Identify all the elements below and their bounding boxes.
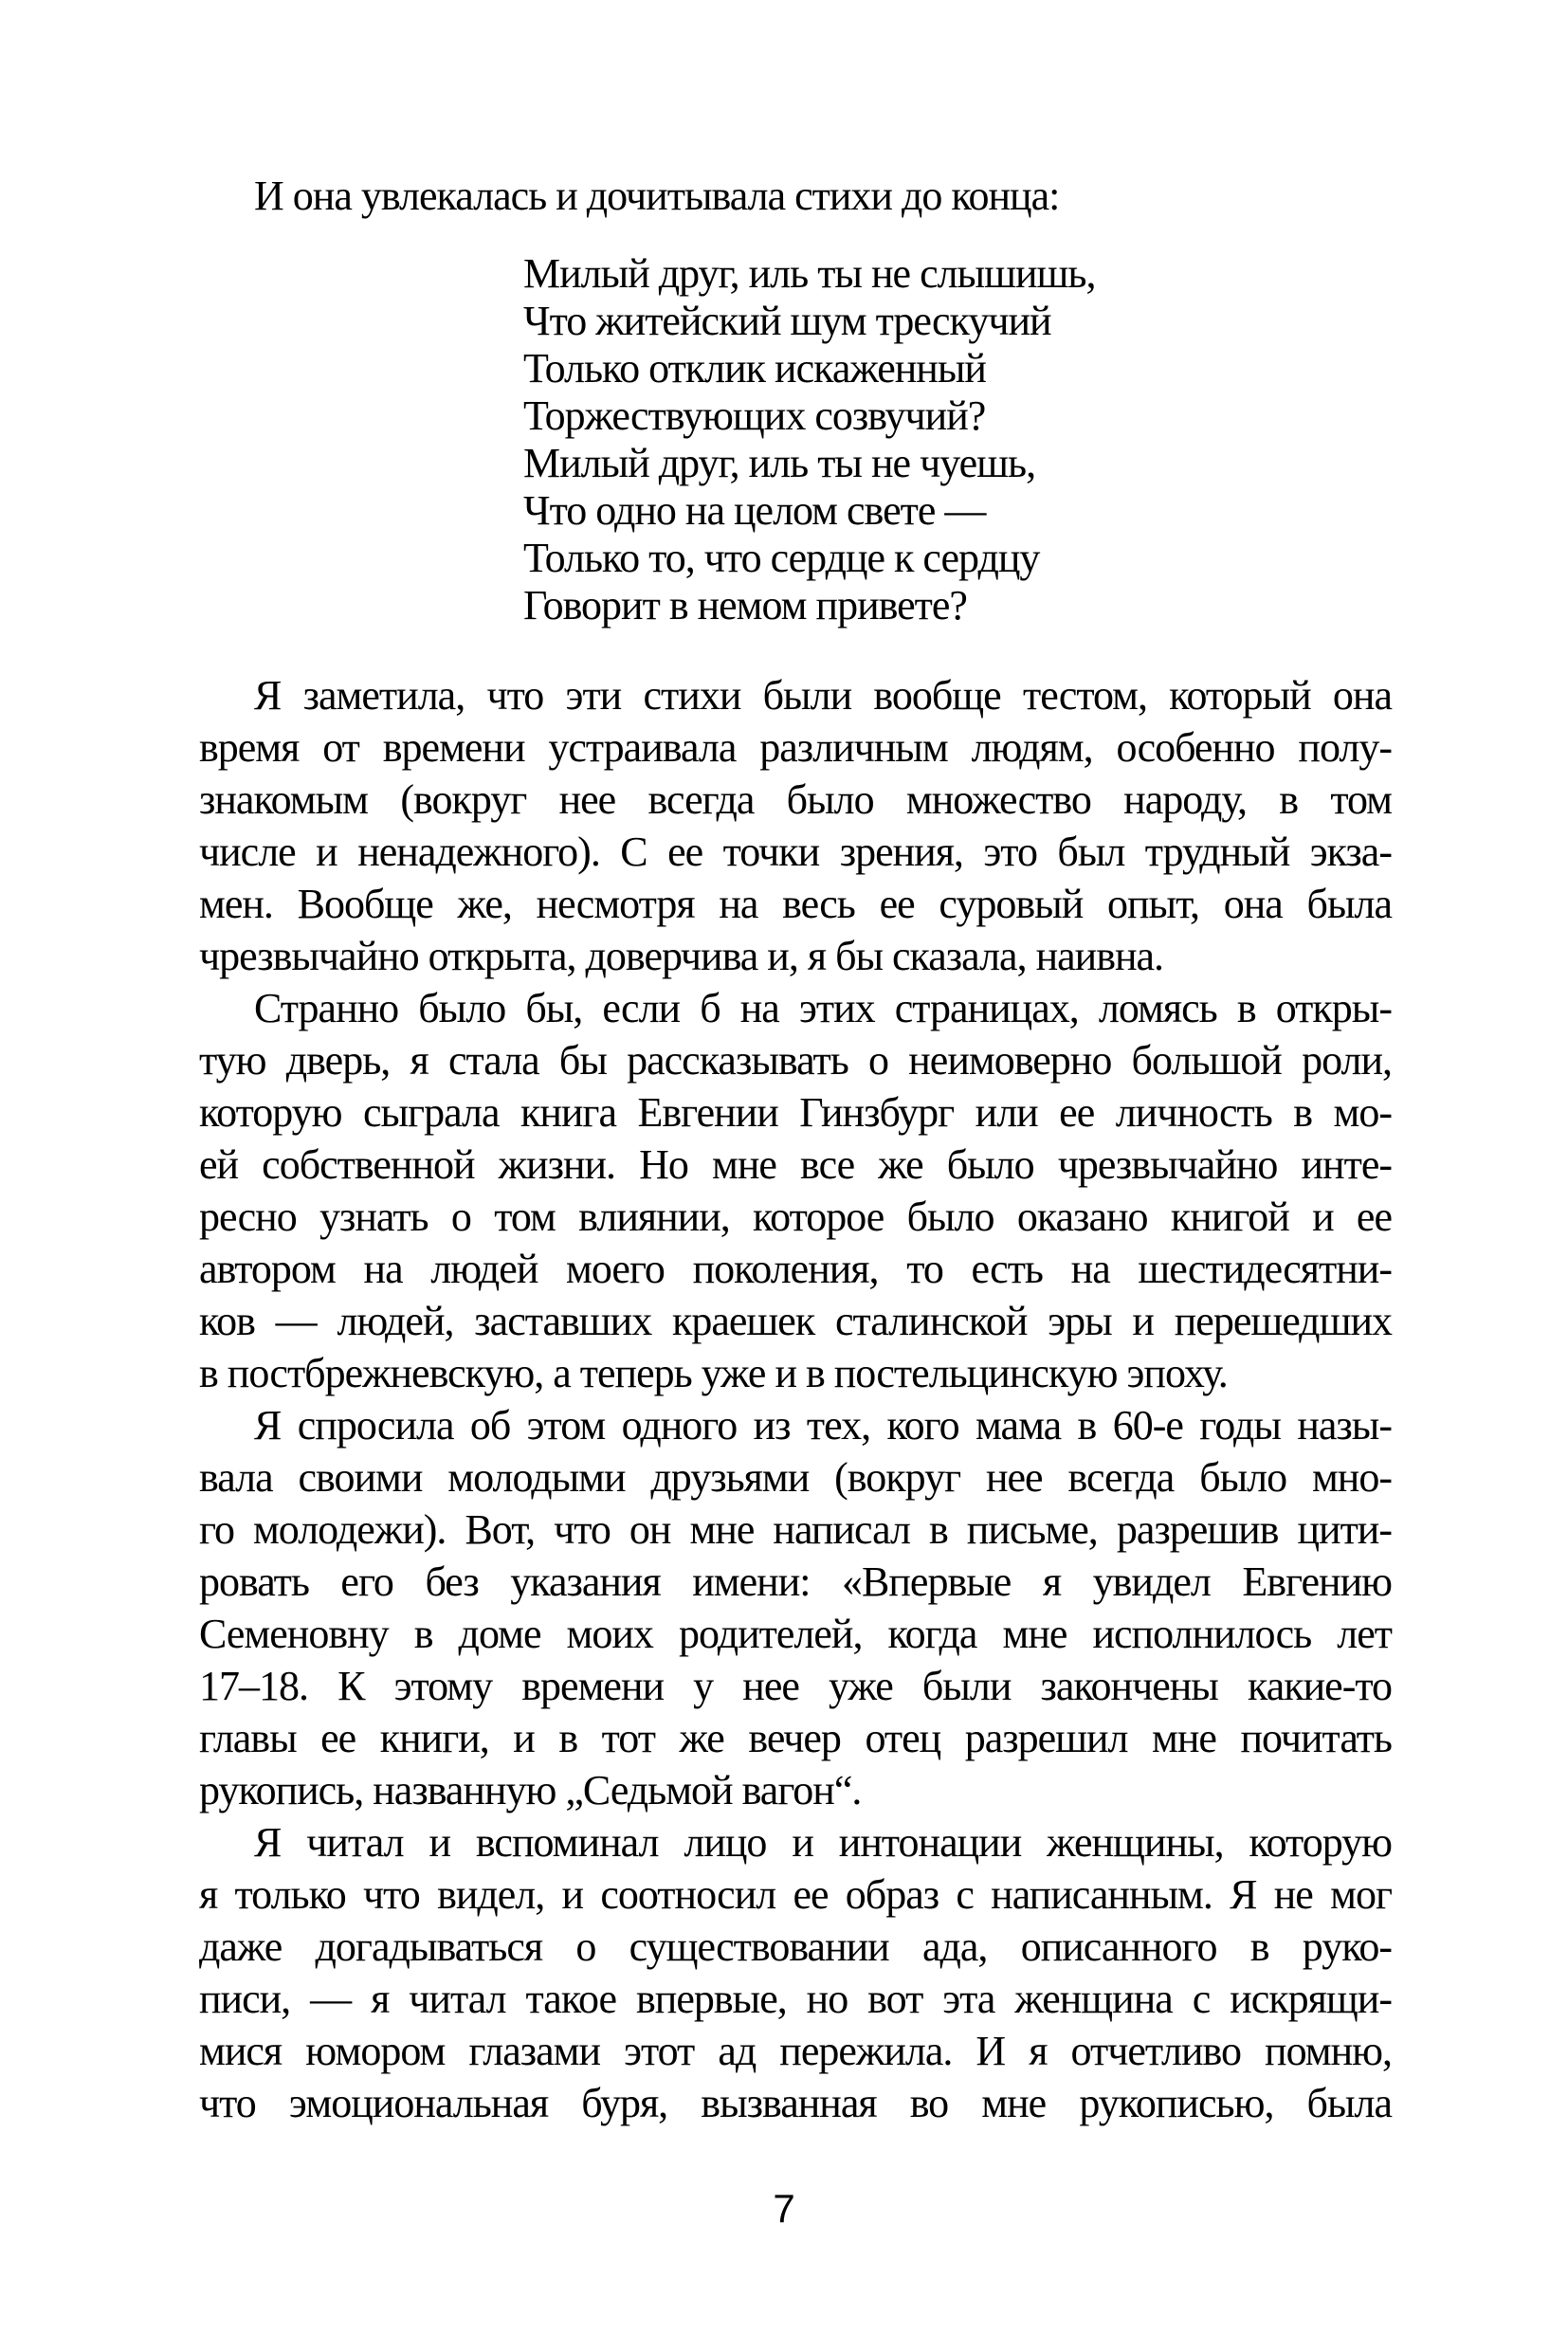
poem-line: Милый друг, иль ты не слышишь, [523, 250, 1096, 297]
paragraph-line: ровать его без указания имени: «Впервые я увидел Евгению [199, 1558, 1392, 1605]
paragraph-line: Я заметила, что эти стихи были вообще тестом, который она [254, 672, 1392, 719]
paragraph-line: мися юмором глазами этот ад пережила. И я отчетливо помню, [199, 2028, 1392, 2074]
paragraph-line: Семеновну в доме моих родителей, когда мне исполнилось лет [199, 1611, 1392, 1657]
paragraph-line: даже догадываться о существовании ада, описанного в руко- [199, 1923, 1392, 1970]
body-paragraphs [199, 669, 1392, 2129]
paragraph-line: писи, — я читал такое впервые, но вот эта женщина с искрящи- [199, 1976, 1392, 2022]
poem-line: Говорит в немом привете? [523, 582, 967, 629]
poem-line: Торжествующих созвучий? [523, 392, 986, 439]
paragraph-line: я только что видел, и соотносил ее образ с написанным. Я не мог [199, 1871, 1392, 1918]
poem-block [523, 250, 1392, 629]
paragraph-line: Странно было бы, если б на этих страницах, ломясь в откры- [254, 985, 1392, 1031]
body-paragraph [199, 982, 1392, 1399]
poem-line: Что житейский шум трескучий [523, 298, 1051, 344]
intro-paragraph: И она увлекалась и дочитывала стихи до конца: [254, 173, 1060, 219]
poem-line: Только отклик искаженный [523, 345, 986, 392]
paragraph-line: знакомым (вокруг нее всегда было множество народу, в том [199, 776, 1392, 823]
paragraph-line: которую сыграла книга Евгении Гинзбург или ее личность в мо- [199, 1089, 1392, 1136]
page-number: 7 [773, 2186, 795, 2231]
paragraph-line: главы ее книги, и в тот же вечер отец разрешил мне почитать [199, 1715, 1392, 1761]
paragraph-line: го молодежи). Вот, что он мне написал в письме, разрешив цити- [199, 1506, 1392, 1553]
paragraph-line: в постбрежневскую, а теперь уже и в постельцинскую эпоху. [199, 1350, 1228, 1396]
paragraph-line: чрезвычайно открыта, доверчива и, я бы сказала, наивна. [199, 933, 1164, 979]
paragraph-line: Я спросила об этом одного из тех, кого мама в 60-е годы назы- [254, 1402, 1392, 1449]
paragraph-line: тую дверь, я стала бы рассказывать о неимоверно большой роли, [199, 1037, 1392, 1084]
paragraph-line: мен. Вообще же, несмотря на весь ее суровый опыт, она была [199, 881, 1392, 927]
body-paragraph [199, 1816, 1392, 2129]
paragraph-line: ков — людей, заставших краешек сталинской эры и перешедших [199, 1298, 1392, 1344]
body-paragraph [199, 669, 1392, 982]
paragraph-line: ей собственной жизни. Но мне все же было чрезвычайно инте- [199, 1141, 1392, 1188]
paragraph-line: что эмоциональная буря, вызванная во мне рукописью, была [199, 2080, 1392, 2126]
text-block [199, 170, 1392, 2129]
poem-line: Только то, что сердце к сердцу [523, 535, 1040, 581]
paragraph-line: рукопись, названную „Седьмой вагон“. [199, 1767, 862, 1813]
paragraph-line: ресно узнать о том влиянии, которое было оказано книгой и ее [199, 1194, 1392, 1240]
paragraph-line: 17–18. К этому времени у нее уже были закончены какие-то [199, 1663, 1392, 1709]
body-paragraph [199, 1399, 1392, 1816]
paragraph-line: время от времени устраивала различным людям, особенно полу- [199, 724, 1392, 771]
poem-line: Что одно на целом свете — [523, 487, 986, 534]
paragraph-line: числе и ненадежного). С ее точки зрения, это был трудный экза- [199, 829, 1392, 875]
poem-line: Милый друг, иль ты не чуешь, [523, 440, 1036, 486]
paragraph-line: автором на людей моего поколения, то есть на шестидесятни- [199, 1246, 1392, 1292]
paragraph-line: Я читал и вспоминал лицо и интонации женщины, которую [254, 1819, 1392, 1866]
paragraph-line: вала своими молодыми друзьями (вокруг нее всегда было мно- [199, 1454, 1392, 1501]
